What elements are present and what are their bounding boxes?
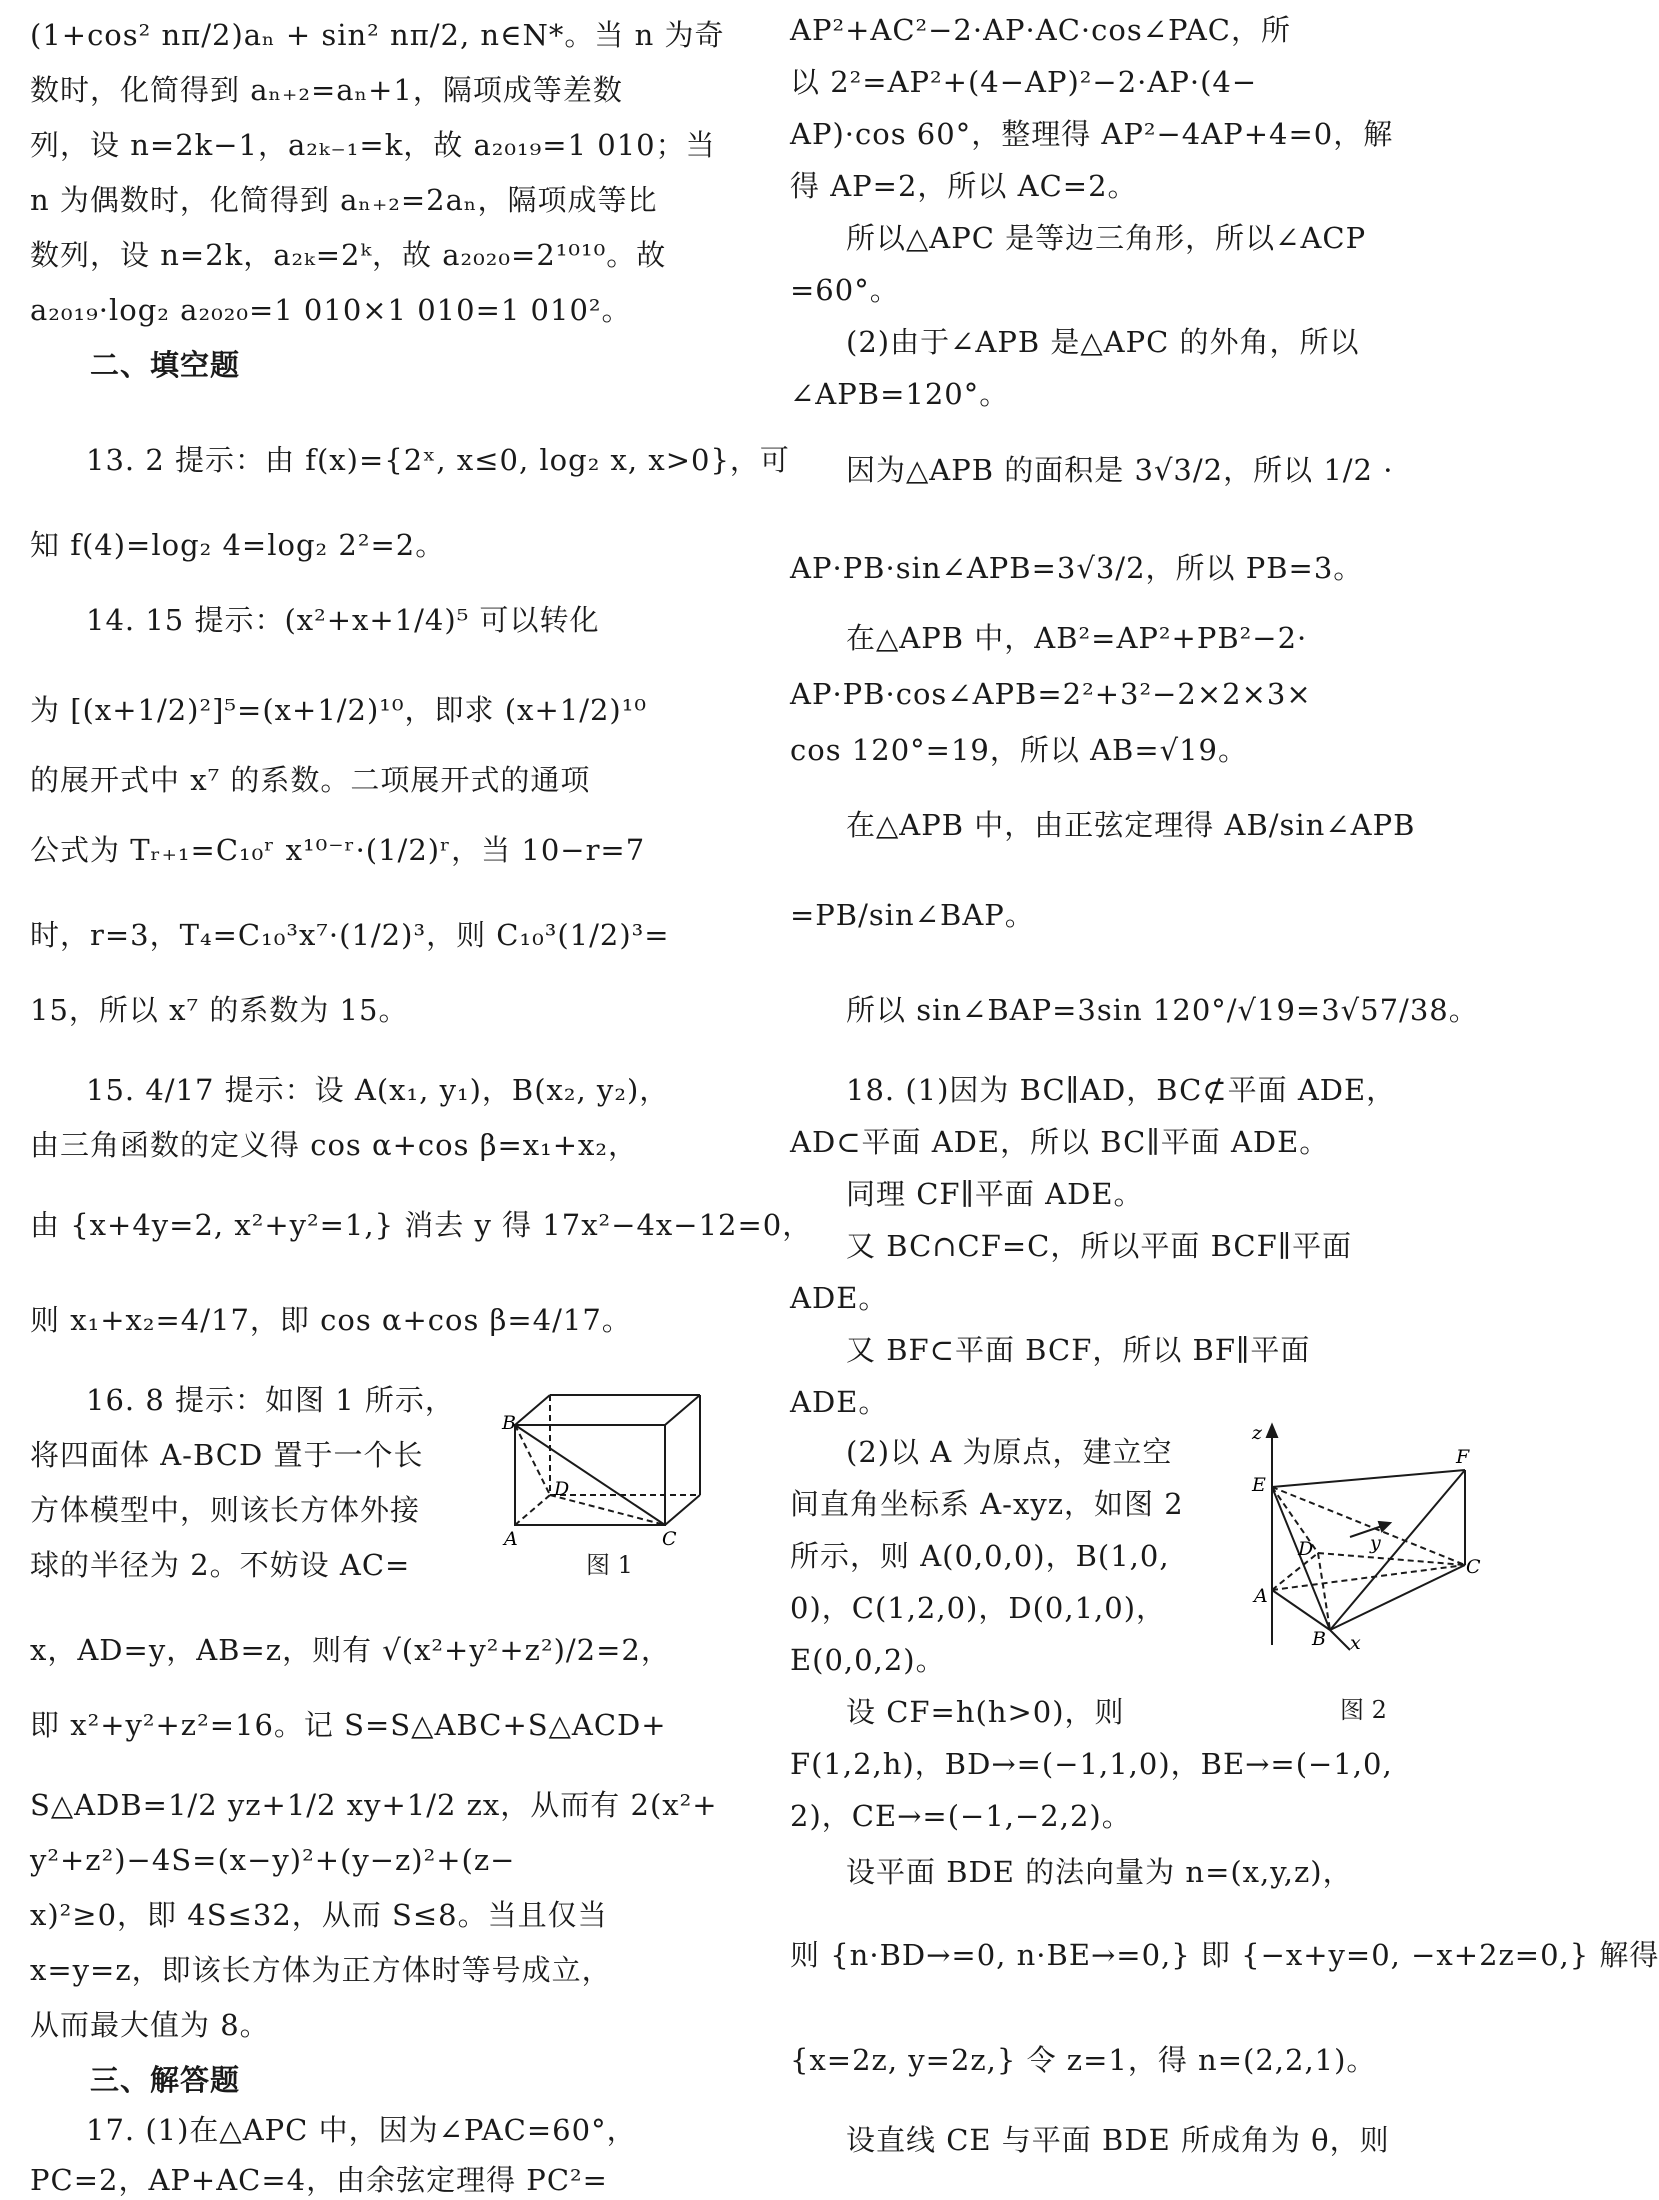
text-line: 球的半径为 2。不妨设 AC=: [30, 1548, 411, 1582]
text-line: 从而最大值为 8。: [30, 2008, 270, 2042]
text-line: 知 f(4)=log₂ 4=log₂ 2²=2。: [30, 528, 446, 562]
text-line: x=y=z，即该长方体为正方体时等号成立，: [30, 1953, 612, 1987]
text-line: (2)由于∠APB 是△APC 的外角，所以: [846, 325, 1360, 359]
text-line: E(0,0,2)。: [790, 1643, 946, 1677]
text-line: F(1,2,h)，BD→=(−1,1,0)，BE→=(−1,0,: [790, 1747, 1393, 1781]
text-line: 14. 15 提示：(x²+x+1/4)⁵ 可以转化: [86, 603, 600, 637]
text-line: 又 BC∩CF=C，所以平面 BCF∥平面: [846, 1229, 1353, 1263]
fig1-label-d: D: [554, 1478, 570, 1500]
text-line: ADE。: [790, 1385, 889, 1419]
text-line: y²+z²)−4S=(x−y)²+(y−z)²+(z−: [30, 1843, 516, 1877]
text-line: 即 x²+y²+z²=16。记 S=S△ABC+S△ACD+: [30, 1708, 667, 1742]
text-line: 在△APB 中，由正弦定理得 AB/sin∠APB: [846, 808, 1416, 842]
text-line: 二、填空题: [90, 348, 241, 382]
text-line: 将四面体 A-BCD 置于一个长: [30, 1438, 424, 1472]
figure-1-caption: 图 1: [586, 1551, 633, 1579]
text-line: PC=2，AP+AC=4，由余弦定理得 PC²=: [30, 2163, 608, 2197]
fig2-label-z: z: [1252, 1422, 1263, 1444]
text-line: 由三角函数的定义得 cos α+cos β=x₁+x₂，: [30, 1128, 639, 1162]
text-line: n 为偶数时，化简得到 aₙ₊₂=2aₙ，隔项成等比: [30, 183, 658, 217]
text-line: 为 [(x+1/2)²]⁵=(x+1/2)¹⁰，即求 (x+1/2)¹⁰: [30, 693, 647, 727]
text-line: 又 BF⊂平面 BCF，所以 BF∥平面: [846, 1333, 1311, 1367]
fig1-label-c: C: [662, 1528, 677, 1550]
text-line: =PB/sin∠BAP。: [790, 898, 1035, 932]
text-line: 同理 CF∥平面 ADE。: [846, 1177, 1144, 1211]
text-line: 17. (1)在△APC 中，因为∠PAC=60°，: [86, 2113, 637, 2147]
text-line: x)²≥0，即 4S≤32，从而 S≤8。当且仅当: [30, 1898, 608, 1932]
text-line: AP²+AC²−2·AP·AC·cos∠PAC，所: [790, 13, 1291, 47]
fig2-label-x: x: [1350, 1632, 1361, 1654]
text-line: ∠APB=120°。: [790, 377, 1010, 411]
text-line: 16. 8 提示：如图 1 所示，: [86, 1383, 455, 1417]
text-line: 13. 2 提示：由 f(x)={2ˣ, x≤0, log₂ x, x>0}，可: [86, 443, 790, 477]
text-line: a₂₀₁₉·log₂ a₂₀₂₀=1 010×1 010=1 010²。: [30, 293, 632, 327]
text-line: 设平面 BDE 的法向量为 n=(x,y,z)，: [846, 1855, 1353, 1889]
figure-2-caption: 图 2: [1340, 1696, 1387, 1724]
text-line: 因为△APB 的面积是 3√3/2，所以 1/2 ·: [846, 453, 1394, 487]
text-line: 0)，C(1,2,0)，D(0,1,0)，: [790, 1591, 1167, 1625]
text-line: 在△APB 中，AB²=AP²+PB²−2·: [846, 621, 1308, 655]
text-line: AP)·cos 60°，整理得 AP²−4AP+4=0，解: [790, 117, 1394, 151]
text-line: 时，r=3，T₄=C₁₀³x⁷·(1/2)³，则 C₁₀³(1/2)³=: [30, 918, 670, 952]
text-line: (1+cos² nπ/2)aₙ + sin² nπ/2, n∈N*。当 n 为奇: [30, 18, 725, 52]
fig2-label-a: A: [1254, 1585, 1268, 1607]
text-line: 则 x₁+x₂=4/17，即 cos α+cos β=4/17。: [30, 1303, 632, 1337]
text-line: 所以△APC 是等边三角形，所以∠ACP: [846, 221, 1367, 255]
text-line: 2)，CE→=(−1,−2,2)。: [790, 1799, 1132, 1833]
text-line: 公式为 Tᵣ₊₁=C₁₀ʳ x¹⁰⁻ʳ·(1/2)ʳ，当 10−r=7: [30, 833, 646, 867]
fig2-label-d: D: [1298, 1538, 1314, 1560]
text-line: 以 2²=AP²+(4−AP)²−2·AP·(4−: [790, 65, 1258, 99]
text-line: 方体模型中，则该长方体外接: [30, 1493, 421, 1527]
fig1-label-b: B: [502, 1412, 516, 1434]
text-line: x，AD=y，AB=z，则有 √(x²+y²+z²)/2=2，: [30, 1633, 671, 1667]
fig1-label-a: A: [504, 1528, 518, 1550]
text-line: 15，所以 x⁷ 的系数为 15。: [30, 993, 409, 1027]
text-line: ADE。: [790, 1281, 889, 1315]
fig2-label-b: B: [1312, 1628, 1326, 1650]
text-line: 设 CF=h(h>0)，则: [846, 1695, 1125, 1729]
fig2-label-c: C: [1466, 1556, 1481, 1578]
text-line: 三、解答题: [90, 2063, 241, 2097]
text-line: 设直线 CE 与平面 BDE 所成角为 θ，则: [846, 2123, 1390, 2157]
text-line: 数时，化简得到 aₙ₊₂=aₙ+1，隔项成等差数: [30, 73, 623, 107]
figure-2: [1250, 1422, 1481, 1655]
text-line: 得 AP=2，所以 AC=2。: [790, 169, 1138, 203]
text-line: 所以 sin∠BAP=3sin 120°/√19=3√57/38。: [846, 993, 1479, 1027]
text-line: =60°。: [790, 273, 900, 307]
text-line: 则 {n·BD→=0, n·BE→=0,} 即 {−x+y=0, −x+2z=0,} 解得: [790, 1938, 1659, 1972]
fig2-label-f: F: [1456, 1446, 1470, 1468]
text-line: S△ADB=1/2 yz+1/2 xy+1/2 zx，从而有 2(x²+: [30, 1788, 718, 1822]
text-line: 的展开式中 x⁷ 的系数。二项展开式的通项: [30, 763, 591, 797]
text-line: (2)以 A 为原点，建立空: [846, 1435, 1173, 1469]
text-line: AP·PB·sin∠APB=3√3/2，所以 PB=3。: [790, 551, 1364, 585]
text-line: AP·PB·cos∠APB=2²+3²−2×2×3×: [790, 677, 1312, 711]
text-line: cos 120°=19，所以 AB=√19。: [790, 733, 1249, 767]
text-line: 所示，则 A(0,0,0)，B(1,0,: [790, 1539, 1170, 1573]
text-line: 18. (1)因为 BC∥AD，BC⊄平面 ADE，: [846, 1073, 1397, 1107]
text-line: 由 {x+4y=2, x²+y²=1,} 消去 y 得 17x²−4x−12=0，: [30, 1208, 813, 1242]
text-line: 数列，设 n=2k，a₂ₖ=2ᵏ，故 a₂₀₂₀=2¹⁰¹⁰。故: [30, 238, 667, 272]
text-line: 列，设 n=2k−1，a₂ₖ₋₁=k，故 a₂₀₁₉=1 010；当: [30, 128, 716, 162]
fig2-label-y: y: [1370, 1532, 1381, 1554]
text-line: {x=2z, y=2z,} 令 z=1，得 n=(2,2,1)。: [790, 2043, 1377, 2077]
text-line: 间直角坐标系 A-xyz，如图 2: [790, 1487, 1184, 1521]
text-line: AD⊂平面 ADE，所以 BC∥平面 ADE。: [790, 1125, 1330, 1159]
fig2-label-e: E: [1252, 1474, 1266, 1496]
text-line: 15. 4/17 提示：设 A(x₁, y₁)，B(x₂, y₂)，: [86, 1073, 670, 1107]
